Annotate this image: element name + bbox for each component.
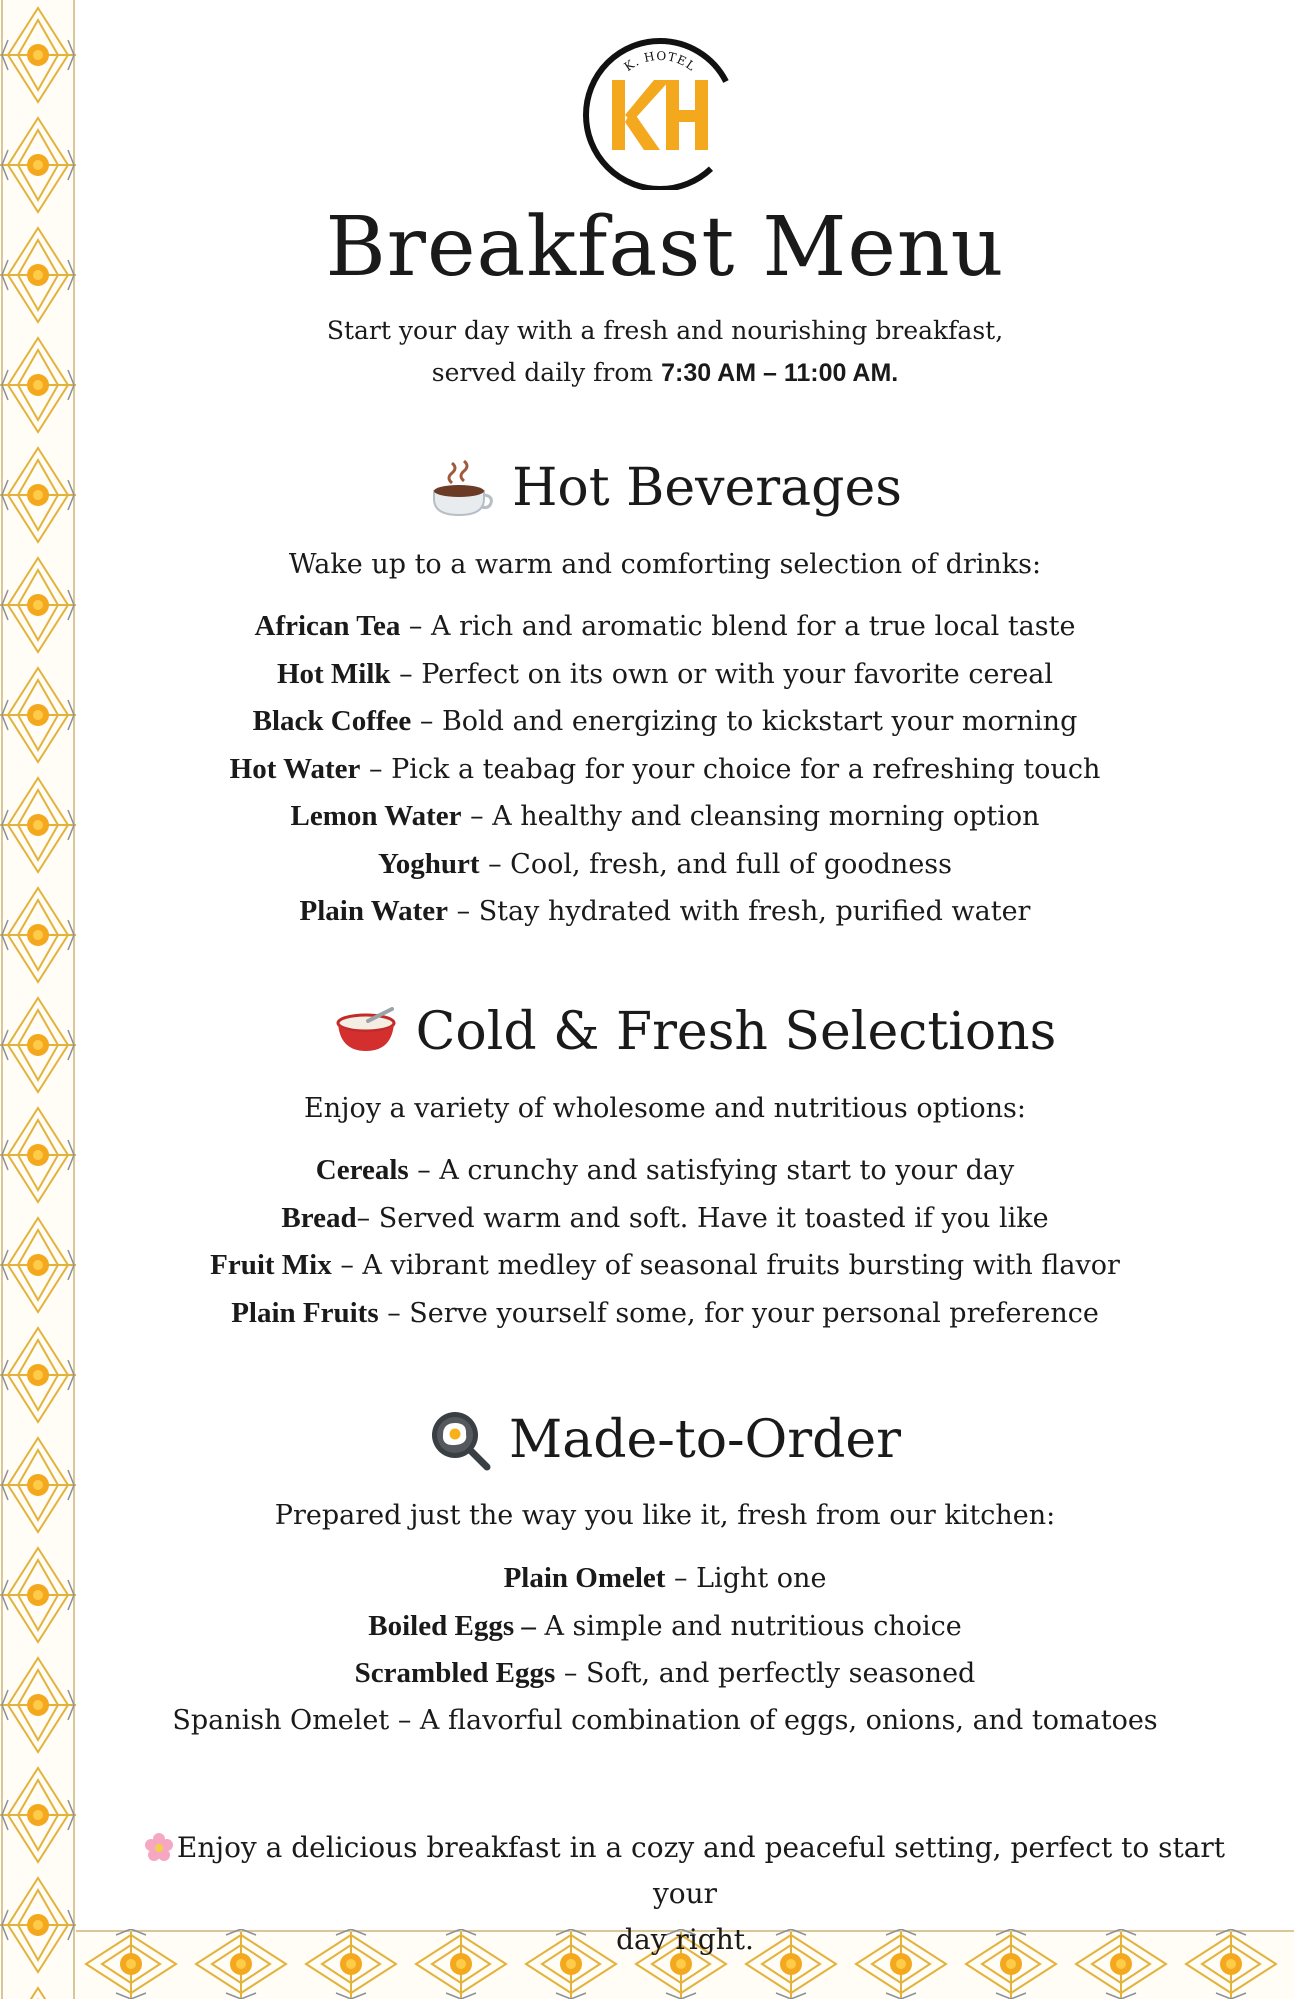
items-made-to-order <box>100 1555 1230 1744</box>
item-name: Yoghurt <box>377 847 480 880</box>
items-cold-fresh <box>100 1147 1230 1337</box>
menu-item: Plain Fruits – Serve yourself some, for your personal preference <box>231 1296 1099 1329</box>
item-name: Plain Fruits <box>231 1296 379 1329</box>
item-name: Hot Water <box>229 752 361 785</box>
intro-text <box>100 310 1230 394</box>
serving-hours: 7:30 AM – 11:00 AM. <box>661 359 899 387</box>
item-name: Plain Water <box>299 895 449 927</box>
menu-item: Bread– Served warm and soft. Have it toasted if you like <box>281 1201 1049 1234</box>
item-description: Bold and energizing to kickstart your morning <box>441 706 1078 737</box>
item-description: Served warm and soft. Have it toasted if you like <box>378 1202 1049 1234</box>
closing-line-2: day right. <box>616 1923 754 1956</box>
menu-item: Yoghurt – Cool, fresh, and full of goodness <box>377 847 953 880</box>
closing-line-1: Enjoy a delicious breakfast in a cozy and peaceful setting, perfect to start your <box>120 1825 1250 1917</box>
item-description: A crunchy and satisfying start to your day <box>439 1155 1015 1186</box>
section-title-text: Cold & Fresh Selections <box>415 1002 1057 1062</box>
page-title: Breakfast Menu <box>325 200 1005 295</box>
item-name: African Tea <box>254 610 401 642</box>
item-description: Serve yourself some, for your personal preference <box>409 1297 1099 1329</box>
intro-line-2 <box>100 352 1230 394</box>
item-name: Spanish Omelet <box>172 1704 390 1736</box>
section-subtitle: Prepared just the way you like it, fresh from our kitchen: <box>274 1500 1056 1531</box>
menu-page <box>100 0 1276 1956</box>
item-description: A vibrant medley of seasonal fruits bursting with flavor <box>362 1250 1120 1281</box>
menu-item: Hot Water – Pick a teabag for your choice for a refreshing touch <box>229 752 1101 785</box>
menu-item: African Tea – A rich and aromatic blend for a true local taste <box>254 610 1076 642</box>
item-description: Pick a teabag for your choice for a refreshing touch <box>391 753 1101 785</box>
item-name: Lemon Water <box>290 800 462 832</box>
item-name: Cereals <box>315 1154 409 1186</box>
section-subtitle: Enjoy a variety of wholesome and nutritious options: <box>304 1093 1026 1124</box>
section-title-hot-beverages <box>100 455 1230 521</box>
menu-item: Hot Milk – Perfect on its own or with your favorite cereal <box>276 657 1054 690</box>
item-description: Soft, and perfectly seasoned <box>585 1658 976 1689</box>
menu-item: Cereals – A crunchy and satisfying start to your day <box>315 1154 1015 1186</box>
section-subtitle: Wake up to a warm and comforting selection of drinks: <box>288 549 1042 580</box>
intro-line-1: Start your day with a fresh and nourishing breakfast, <box>326 316 1004 345</box>
menu-item: Black Coffee – Bold and energizing to kickstart your morning <box>252 705 1078 737</box>
section-title-text: Made-to-Order <box>508 1410 902 1470</box>
logo-ring-text: K. HOTEL <box>621 48 699 74</box>
intro-prefix: served daily from <box>431 358 654 387</box>
item-description: A healthy and cleansing morning option <box>492 801 1040 832</box>
item-description: Stay hydrated with fresh, purified water <box>478 896 1031 927</box>
svg-text:K. HOTEL <box>622 49 699 74</box>
menu-item: Plain Omelet – Light one <box>503 1562 827 1594</box>
bowl-icon <box>334 1007 398 1057</box>
item-description: Perfect on its own or with your favorite cereal <box>421 658 1054 690</box>
item-name: Scrambled Eggs <box>354 1657 556 1689</box>
item-description: Light one <box>696 1563 827 1594</box>
hotel-logo-icon <box>580 30 740 190</box>
item-description: A rich and aromatic blend for a true local taste <box>431 611 1076 642</box>
section-title-made-to-order <box>100 1408 1230 1472</box>
item-name: Hot Milk <box>276 657 391 690</box>
section-title-text: Hot Beverages <box>512 458 902 518</box>
hot-beverage-icon <box>428 455 494 521</box>
item-name: Boiled Eggs – <box>368 1609 536 1642</box>
decorative-border-left <box>0 0 76 1999</box>
item-description: A flavorful combination of eggs, onions, and tomatoes <box>419 1704 1158 1736</box>
item-name: Black Coffee <box>252 705 412 737</box>
cherry-blossom-icon <box>145 1833 173 1861</box>
section-title-cold-fresh <box>130 1000 1260 1064</box>
menu-item: Spanish Omelet – A flavorful combination of eggs, onions, and tomatoes <box>172 1704 1158 1736</box>
menu-item <box>100 1603 1230 1651</box>
item-name: Bread <box>281 1201 357 1234</box>
menu-item: Fruit Mix – A vibrant medley of seasonal fruits bursting with flavor <box>210 1249 1120 1281</box>
frying-pan-egg-icon <box>429 1409 491 1471</box>
closing-note <box>120 1825 1250 1963</box>
items-hot-beverages <box>100 603 1230 936</box>
menu-item: Plain Water – Stay hydrated with fresh, purified water <box>299 895 1031 927</box>
menu-item: Lemon Water – A healthy and cleansing morning option <box>290 800 1040 832</box>
item-name: Fruit Mix <box>210 1249 332 1281</box>
item-description: Cool, fresh, and full of goodness <box>510 848 953 880</box>
item-name: Plain Omelet <box>503 1562 666 1594</box>
menu-item: Scrambled Eggs – Soft, and perfectly seasoned <box>354 1657 976 1689</box>
item-description: A simple and nutritious choice <box>544 1610 962 1642</box>
